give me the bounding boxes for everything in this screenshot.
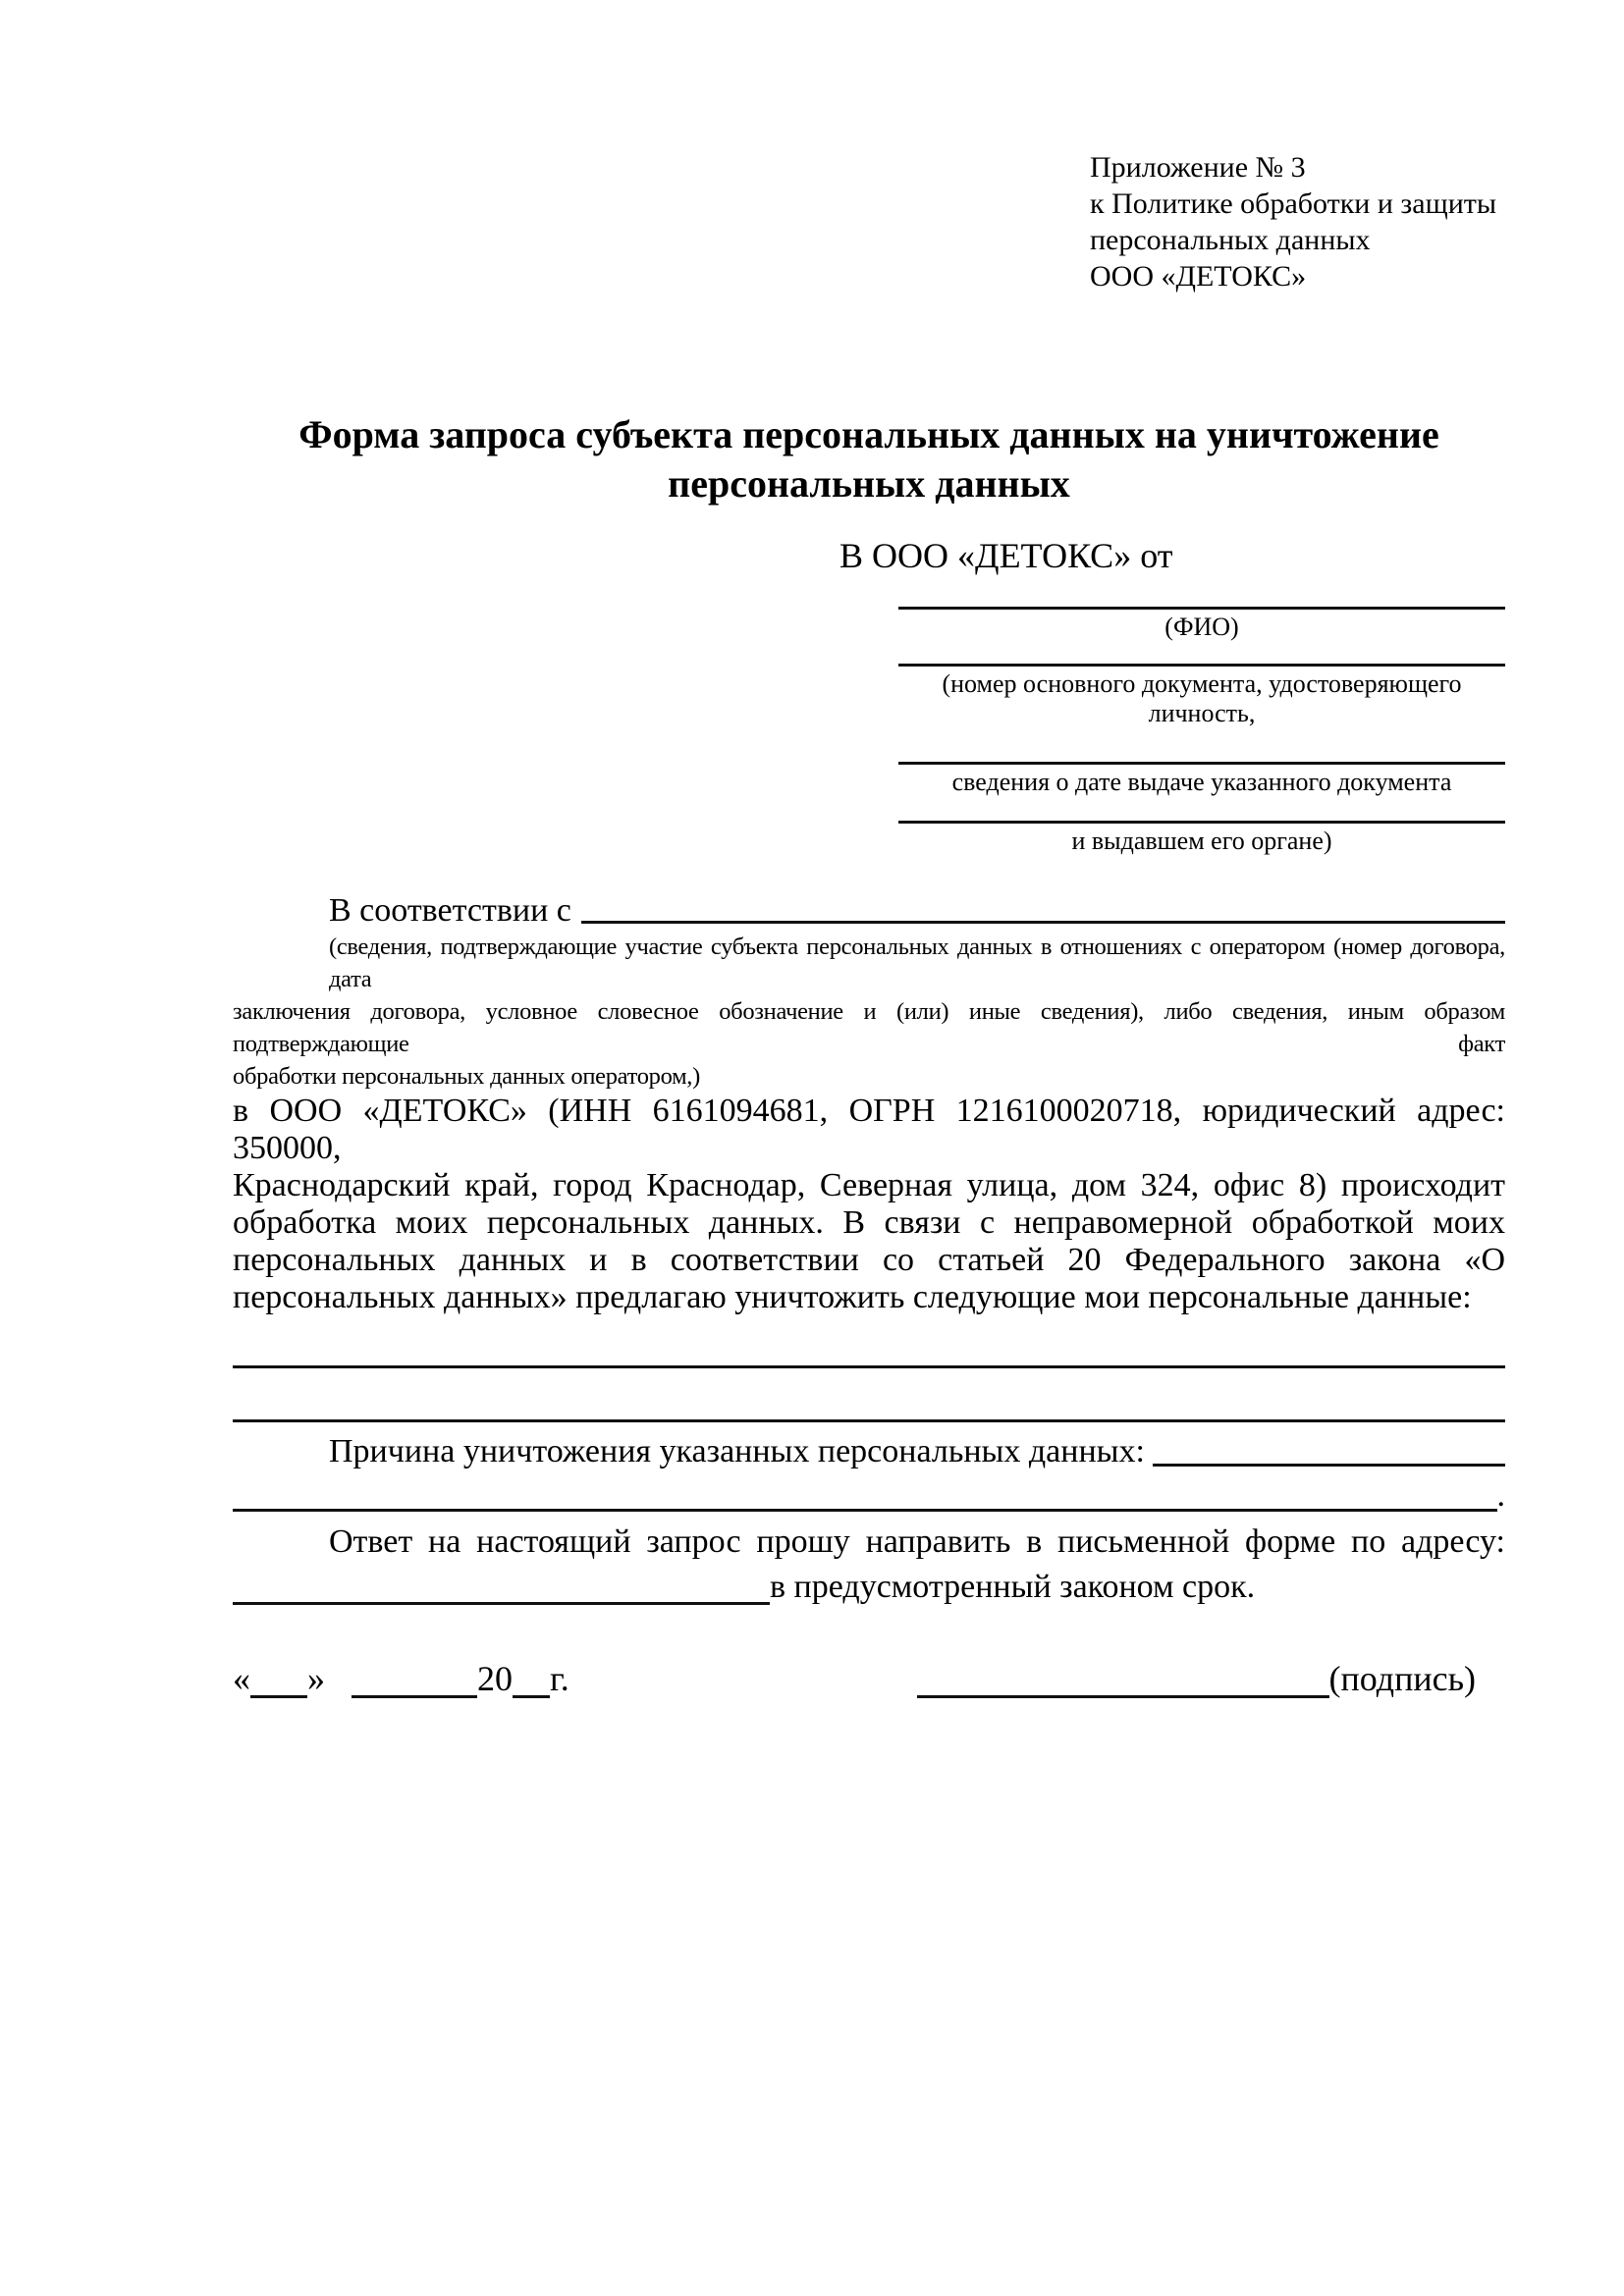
answer-tail-text: в предусмотренный законом срок. xyxy=(770,1569,1256,1605)
addressee-line: В ООО «ДЕТОКС» от xyxy=(839,536,1173,575)
issuing-authority-blank-line xyxy=(898,821,1505,824)
appendix-line: Приложение № 3 xyxy=(1090,151,1306,184)
according-prefix: В соответствии с xyxy=(329,892,571,929)
fio-field xyxy=(898,607,1505,642)
year-blank xyxy=(513,1695,550,1698)
signature-blank-line xyxy=(917,1695,1329,1698)
line-terminator: . xyxy=(1496,1477,1505,1514)
appendix-line: к Политике обработки и защиты xyxy=(1090,187,1497,220)
reason-blank-line-2 xyxy=(233,1509,1497,1512)
issuing-authority-caption: и выдавшем его органе) xyxy=(1071,827,1332,855)
reason-label: Причина уничтожения указанных персональных данных: xyxy=(329,1433,1145,1469)
address-blank-line xyxy=(233,1602,770,1605)
document-number-caption: (номер основного документа, удостоверяющего личность, xyxy=(942,669,1462,727)
reason-row xyxy=(233,1430,1505,1473)
according-note xyxy=(233,931,1505,1093)
note-line: (сведения, подтверждающие участие субъекта персональных данных в отношениях с оператором (номер договора, дата xyxy=(329,934,1505,992)
answer-address-row xyxy=(233,1564,1505,1611)
paragraph-line: персональных данных и в соответствии со статьей 20 Федерального закона «О xyxy=(233,1242,1505,1278)
reason-continuation-row xyxy=(233,1473,1505,1519)
fio-caption: (ФИО) xyxy=(1164,613,1239,641)
paragraph-line: персональных данных» предлагаю уничтожить следующие мои персональные данные: xyxy=(233,1279,1472,1315)
year-suffix: г. xyxy=(550,1659,569,1698)
document-number-blank-line xyxy=(898,664,1505,667)
reason-blank-line xyxy=(1153,1464,1505,1467)
personal-data-blank-line xyxy=(233,1368,1505,1422)
appendix-line: персональных данных xyxy=(1090,224,1371,256)
answer-sentence-text: Ответ на настоящий запрос прошу направить в письменной форме по адресу: xyxy=(329,1523,1505,1560)
according-blank-line xyxy=(581,921,1505,924)
signature-field xyxy=(917,1656,1505,1701)
answer-sentence xyxy=(233,1521,1505,1564)
note-line: заключения договора, условное словесное обозначение и (или) иные сведения), либо сведения, иным образом подтверждающие факт xyxy=(233,998,1505,1057)
fio-blank-line xyxy=(898,607,1505,610)
paragraph-line: в ООО «ДЕТОКС» (ИНН 6161094681, ОГРН 1216100020718, юридический адрес: 350000, xyxy=(233,1093,1505,1166)
appendix-line: ООО «ДЕТОКС» xyxy=(1090,260,1307,293)
issue-date-blank-line xyxy=(898,762,1505,765)
date-signature-row xyxy=(233,1656,1505,1701)
page-title: Форма запроса субъекта персональных данных на уничтожение персональных данных xyxy=(298,412,1439,506)
issuing-authority-field xyxy=(898,821,1505,856)
according-row xyxy=(233,891,1505,931)
personal-data-blank-line xyxy=(233,1316,1505,1368)
paragraph-line: Краснодарский край, город Краснодар, Северная улица, дом 324, офис 8) происходит xyxy=(233,1167,1505,1203)
issue-date-field xyxy=(898,762,1505,797)
issue-date-caption: сведения о дате выдаче указанного документа xyxy=(951,768,1452,796)
signature-caption: (подпись) xyxy=(1328,1659,1476,1698)
month-blank xyxy=(352,1695,477,1698)
document-number-field xyxy=(898,664,1505,728)
note-line: обработки персональных данных оператором,) xyxy=(233,1063,700,1090)
document-content xyxy=(233,0,1505,1701)
date-field xyxy=(233,1656,569,1701)
main-paragraph xyxy=(233,1093,1505,1316)
day-blank xyxy=(250,1695,307,1698)
year-prefix: 20 xyxy=(477,1659,513,1698)
appendix-block xyxy=(1090,149,1505,294)
paragraph-line: обработка моих персональных данных. В связи с неправомерной обработкой моих xyxy=(233,1204,1505,1241)
quote-close: » xyxy=(307,1659,325,1698)
addressee-fields xyxy=(898,607,1505,856)
quote-open: « xyxy=(233,1659,250,1698)
